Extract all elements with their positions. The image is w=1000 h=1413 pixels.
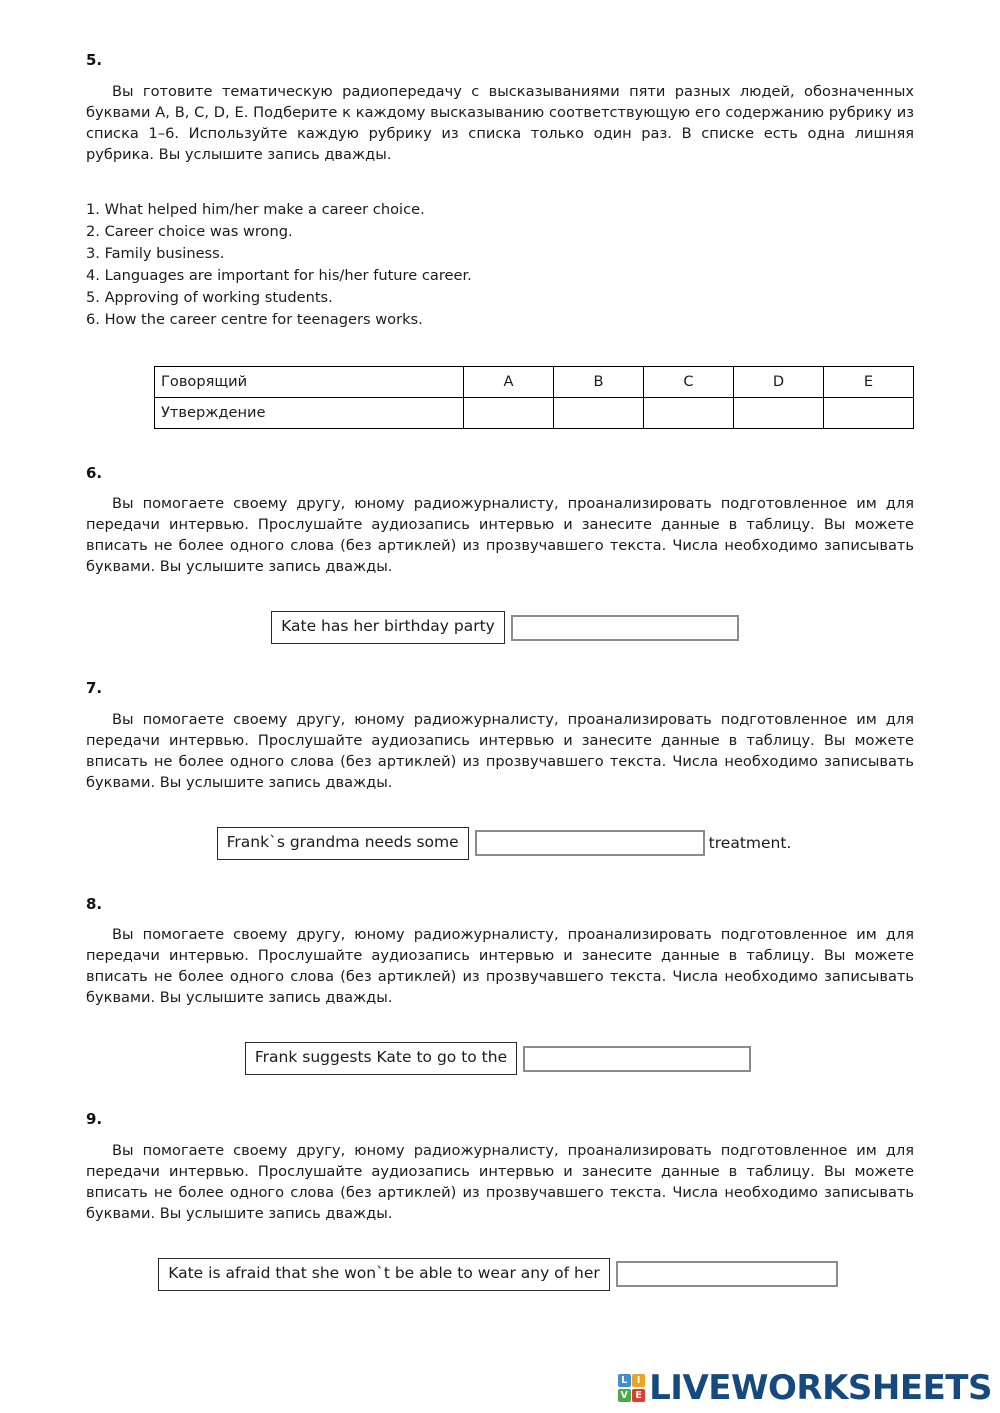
task-9-number: 9. [86,1110,103,1129]
task-7-answer-row [86,827,914,860]
spacer-6-7 [86,644,914,680]
spacer-5-6 [86,429,914,465]
logo-tile-e: E [632,1389,645,1402]
spacer-7-8 [86,860,914,896]
rubric-item-1: 1. What helped him/her make a career choice. [86,200,425,218]
speakers-table [154,366,914,429]
logo-tile-v: V [618,1389,631,1402]
task-6-prompt: Kate has her birthday party [271,611,505,644]
rubric-item-5: 5. Approving of working students. [86,289,333,307]
task-9-answer-row [86,1258,914,1291]
task-5-number: 5. [86,51,103,69]
task-6-answer-input[interactable] [511,615,739,641]
task-7-answer-group [217,827,792,860]
task-9 [86,1111,914,1291]
task-9-answer-input[interactable] [616,1261,838,1287]
task-6-answer-row [86,611,914,644]
worksheet-content [86,52,914,1291]
task-7-answer-input[interactable] [475,830,705,856]
statements-row-label: Утверждение [155,397,464,428]
answer-cell-b[interactable] [554,397,644,428]
task-7-prompt: Frank`s grandma needs some [217,827,469,860]
task-8-instruction: Вы помогаете своему другу, юному радиожурналисту, проанализировать подготовленное им для передачи интервью. Прослушайте аудиозапись интервью и занесите данные в таблицу. Вы можете вписать не более одного слова (без артиклей) из прозвучавшего текста. Числа необходимо записывать буквами. Вы услышите запись дважды. [86,926,914,1007]
speaker-letter-b: B [554,366,644,397]
task-8-answer-input[interactable] [523,1046,751,1072]
logo-tile-l: L [618,1374,631,1387]
answer-cell-a[interactable] [464,397,554,428]
task-5-instruction: Вы готовите тематическую радиопередачу с высказываниями пяти разных людей, обозначенных буквами A, B, C, D, E. Подберите к каждому высказыванию соответствующую его содержанию рубрику из списка 1–6. Используйте каждую рубрику из списка только один раз. В списке есть одна лишняя рубрика. Вы услышите запись дважды. [86,82,914,163]
spacer-8-9 [86,1075,914,1111]
task-8-answer-row [86,1042,914,1075]
speaker-letter-e: E [824,366,914,397]
task-6-number: 6. [86,463,103,482]
task-6-answer-group [271,611,743,644]
answer-cell-e[interactable] [824,397,914,428]
logo-wordmark: LIVEWORKSHEETS [649,1368,992,1408]
table-row-statements [155,397,914,428]
logo-tiles-icon [618,1374,646,1402]
task-7-number: 7. [86,679,103,698]
task-8-prompt: Frank suggests Kate to go to the [245,1042,517,1075]
rubric-item-6: 6. How the career centre for teenagers works. [86,311,423,329]
speaker-letter-c: C [644,366,734,397]
answer-cell-c[interactable] [644,397,734,428]
task-9-answer-group [158,1258,842,1291]
task-7-suffix: treatment. [708,834,792,853]
liveworksheets-logo [618,1368,992,1408]
speakers-row-label: Говорящий [155,366,464,397]
speaker-letter-d: D [734,366,824,397]
rubric-item-3: 3. Family business. [86,244,225,262]
task-5-answer-table-wrap [86,366,914,429]
task-5-rubric-list [86,199,914,332]
rubric-item-4: 4. Languages are important for his/her future career. [86,267,472,285]
rubric-item-2: 2. Career choice was wrong. [86,222,293,240]
table-row-speakers [155,366,914,397]
task-9-instruction: Вы помогаете своему другу, юному радиожурналисту, проанализировать подготовленное им для передачи интервью. Прослушайте аудиозапись интервью и занесите данные в таблицу. Вы можете вписать не более одного слова (без артиклей) из прозвучавшего текста. Числа необходимо записывать буквами. Вы услышите запись дважды. [86,1141,914,1222]
task-5 [86,52,914,429]
task-7 [86,680,914,860]
logo-tile-i: I [632,1374,645,1387]
task-8-number: 8. [86,894,103,913]
speaker-letter-a: A [464,366,554,397]
task-8 [86,896,914,1076]
task-8-answer-group [245,1042,755,1075]
task-6-instruction: Вы помогаете своему другу, юному радиожурналисту, проанализировать подготовленное им для передачи интервью. Прослушайте аудиозапись интервью и занесите данные в таблицу. Вы можете вписать не более одного слова (без артиклей) из прозвучавшего текста. Числа необходимо записывать буквами. Вы услышите запись дважды. [86,495,914,576]
answer-cell-d[interactable] [734,397,824,428]
task-9-prompt: Kate is afraid that she won`t be able to wear any of her [158,1258,610,1291]
task-7-instruction: Вы помогаете своему другу, юному радиожурналисту, проанализировать подготовленное им для передачи интервью. Прослушайте аудиозапись интервью и занесите данные в таблицу. Вы можете вписать не более одного слова (без артиклей) из прозвучавшего текста. Числа необходимо записывать буквами. Вы услышите запись дважды. [86,710,914,791]
task-6 [86,465,914,645]
